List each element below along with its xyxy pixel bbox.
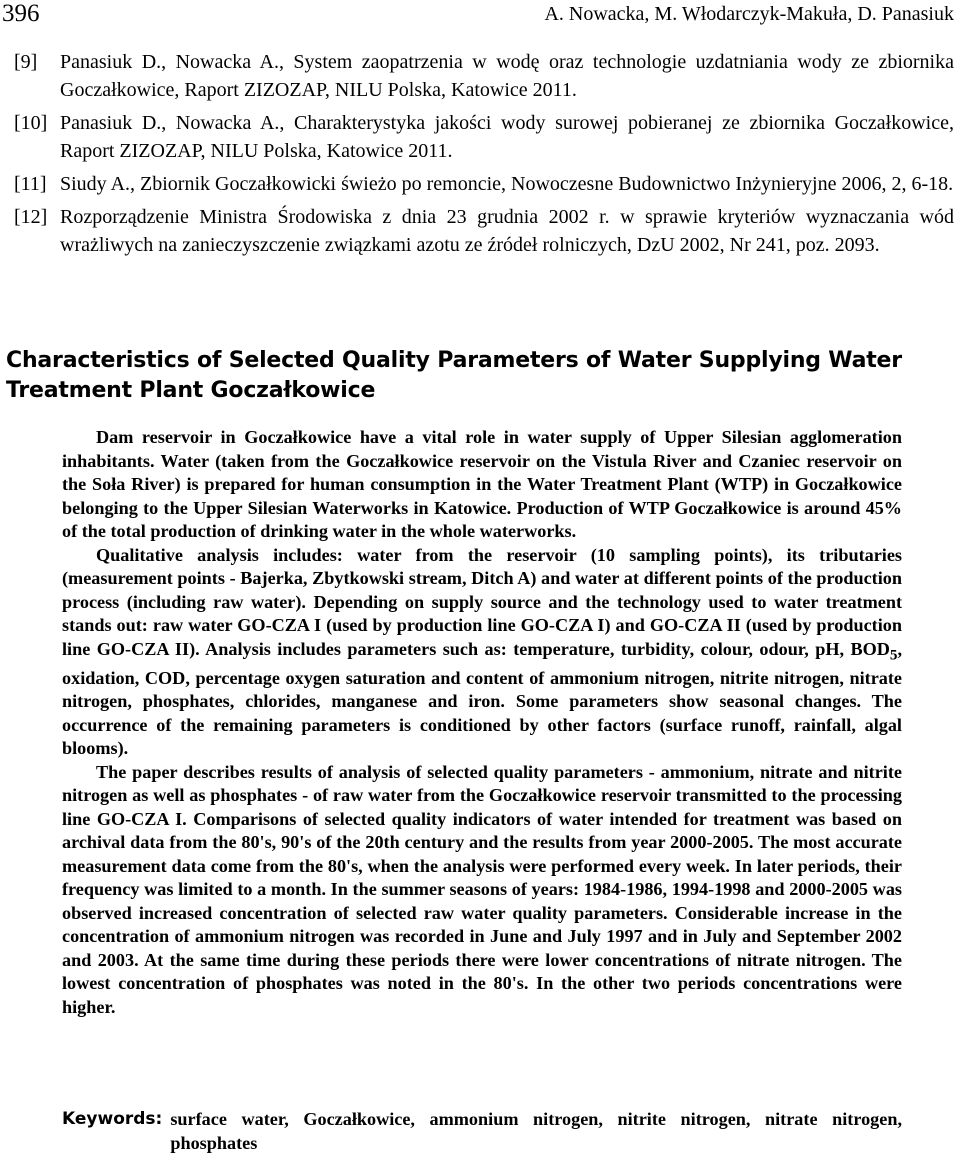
- reference-text: Panasiuk D., Nowacka A., System zaopatrzenia w wodę oraz technologie uzdatniania wody ze zbiornika Goczałkowice, Raport ZIZOZAP, NILU Polska, Katowice 2011.: [60, 51, 954, 101]
- reference-item: [14, 109, 954, 165]
- running-header: [0, 0, 960, 28]
- reference-item: [14, 48, 954, 104]
- keywords-label: Keywords:: [62, 1109, 163, 1129]
- abstract-text: Qualitative analysis includes: water from the reservoir (10 sampling points), its tributaries (measurement points - Bajerka, Zbytkowski stream, Ditch A) and water at different points of the production process (including raw water). Depending on supply source and the technology used to water treatment stands out: raw water GO-CZA I (used by production line GO-CZA I) and GO-CZA II (used by production line GO-CZA II). Analysis includes parameters such as: temperature, turbidity, colour, odour, pH, BOD: [62, 544, 902, 659]
- running-header-authors: A. Nowacka, M. Włodarczyk-Makuła, D. Panasiuk: [544, 2, 954, 25]
- abstract-text: , oxidation, COD, percentage oxygen saturation and content of ammonium nitrogen, nitrite nitrogen, nitrate nitrogen, phosphates, chlorides, manganese and iron. Some parameters show seasonal changes. The occurrence of the remaining parameters is conditioned by other factors (surface runoff, rainfall, algal blooms).: [62, 638, 902, 759]
- reference-number: [9]: [14, 51, 38, 73]
- reference-number: [12]: [14, 206, 48, 228]
- reference-number: [10]: [14, 112, 48, 134]
- keywords: [62, 1108, 902, 1155]
- keywords-text: surface water, Goczałkowice, ammonium nitrogen, nitrite nitrogen, nitrate nitrogen, phosphates: [170, 1109, 902, 1153]
- reference-number: [11]: [14, 173, 47, 195]
- reference-list: [14, 48, 954, 264]
- abstract-paragraph: Dam reservoir in Goczałkowice have a vital role in water supply of Upper Silesian agglomeration inhabitants. Water (taken from the Goczałkowice reservoir on the Vistula River and Czaniec reservoir on the Soła River) is prepared for human consumption in the Water Treatment Plant (WTP) in Goczałkowice belonging to the Upper Silesian Waterworks in Katowice. Production of WTP Goczałkowice is around 45% of the total production of drinking water in the whole waterworks.: [62, 427, 902, 541]
- page-number: 396: [2, 0, 40, 27]
- reference-text: Rozporządzenie Ministra Środowiska z dnia 23 grudnia 2002 r. w sprawie kryteriów wyznaczania wód wrażliwych na zanieczyszczenie związkami azotu ze źródeł rolniczych, DzU 2002, Nr 241, poz. 2093.: [60, 206, 954, 256]
- reference-text: Siudy A., Zbiornik Goczałkowicki świeżo po remoncie, Nowoczesne Budownictwo Inżynieryjne 2006, 2, 6-18.: [60, 173, 954, 195]
- abstract-paragraph: [62, 544, 902, 761]
- abstract: [62, 426, 902, 1019]
- bod-subscript: 5: [889, 646, 898, 664]
- paper-title: Characteristics of Selected Quality Parameters of Water Supplying Water Treatment Plant Goczałkowice: [6, 348, 902, 403]
- reference-item: [14, 203, 954, 259]
- reference-text: Panasiuk D., Nowacka A., Charakterystyka jakości wody surowej pobieranej ze zbiornika Goczałkowice, Raport ZIZOZAP, NILU Polska, Katowice 2011.: [60, 112, 954, 162]
- abstract-paragraph: The paper describes results of analysis of selected quality parameters - ammonium, nitrate and nitrite nitrogen as well as phosphates - of raw water from the Goczałkowice reservoir transmitted to the processing line GO-CZA I. Comparisons of selected quality indicators of water intended for treatment was based on archival data from the 80's, 90's of the 20th century and the results from year 2000-2005. The most accurate measurement data come from the 80's, when the analysis were performed every week. In later periods, their frequency was limited to a month. In the summer seasons of years: 1984-1986, 1994-1998 and 2000-2005 was observed increased concentration of selected raw water quality parameters. Considerable increase in the concentration of ammonium nitrogen was recorded in June and July 1997 and in July and September 2002 and 2003. At the same time during these periods there were lower concentrations of nitrate nitrogen. The lowest concentration of phosphates was noted in the 80's. In the other two periods concentrations were higher.: [62, 761, 902, 1017]
- reference-item: [14, 170, 954, 198]
